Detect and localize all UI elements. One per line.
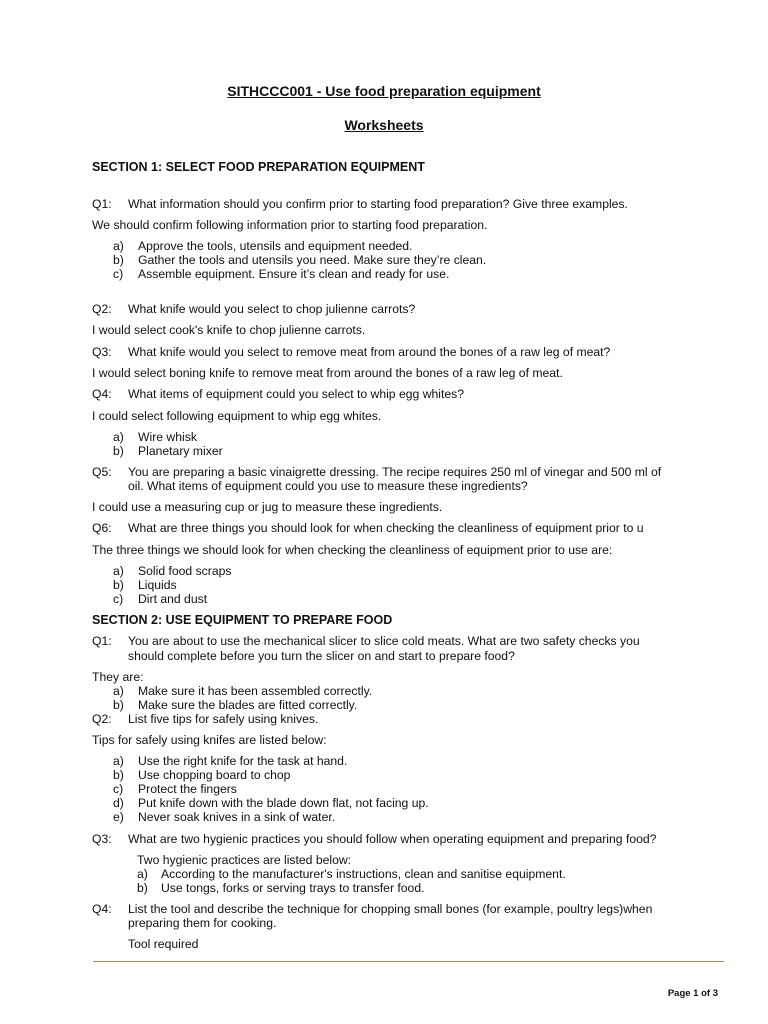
list-item: Protect the fingers: [138, 782, 237, 796]
list-marker: b): [113, 578, 124, 592]
list-item: Make sure it has been assembled correctly.: [138, 684, 373, 698]
question-text: List the tool and describe the technique for chopping small bones (for example, poultry legs)when: [128, 902, 653, 916]
list-marker: b): [113, 444, 124, 458]
question-text: oil. What items of equipment could you use to measure these ingredients?: [128, 479, 528, 493]
list-marker: c): [113, 782, 124, 796]
question-number: Q1:: [92, 634, 112, 648]
list-marker: a): [137, 867, 148, 881]
question-text: preparing them for cooking.: [128, 916, 277, 930]
list-item: Put knife down with the blade down flat, not facing up.: [138, 796, 429, 810]
question-number: Q1:: [92, 197, 112, 211]
question-text: What information should you confirm prior to starting food preparation? Give three examples.: [128, 197, 628, 211]
answer-text: The three things we should look for when checking the cleanliness of equipment prior to use are:: [92, 543, 613, 557]
question-text: should complete before you turn the slicer on and start to prepare food?: [128, 649, 515, 663]
question-number: Q4:: [92, 902, 112, 916]
answer-text: I could select following equipment to whip egg whites.: [92, 409, 382, 423]
question-text: What knife would you select to remove meat from around the bones of a raw leg of meat?: [128, 345, 611, 359]
answer-text: I would select cook's knife to chop julienne carrots.: [92, 323, 366, 337]
list-item: Wire whisk: [138, 430, 197, 444]
list-item: Never soak knives in a sink of water.: [138, 810, 336, 824]
list-marker: b): [113, 698, 124, 712]
list-item: Gather the tools and utensils you need. Make sure they’re clean.: [138, 253, 487, 267]
list-marker: c): [113, 267, 124, 281]
list-item: Use tongs, forks or serving trays to transfer food.: [161, 881, 425, 895]
list-item: According to the manufacturer's instructions, clean and sanitise equipment.: [161, 867, 566, 881]
list-marker: e): [113, 810, 124, 824]
question-text: You are about to use the mechanical slicer to slice cold meats. What are two safety checks you: [128, 634, 640, 648]
list-marker: b): [113, 768, 124, 782]
list-marker: b): [137, 881, 148, 895]
list-marker: c): [113, 592, 124, 606]
list-marker: a): [113, 754, 124, 768]
list-item: Planetary mixer: [138, 444, 223, 458]
answer-text: Two hygienic practices are listed below:: [137, 853, 352, 867]
answer-text: I could use a measuring cup or jug to measure these ingredients.: [92, 500, 443, 514]
question-text: What items of equipment could you select to whip egg whites?: [128, 387, 465, 401]
list-marker: d): [113, 796, 124, 810]
question-number: Q2:: [92, 302, 112, 316]
question-text: List five tips for safely using knives.: [128, 712, 319, 726]
list-item: Use chopping board to chop: [138, 768, 291, 782]
list-item: Solid food scraps: [138, 564, 232, 578]
question-number: Q3:: [92, 345, 112, 359]
question-text: What are two hygienic practices you should follow when operating equipment and preparing food?: [128, 832, 657, 846]
page-number: Page 1 of 3: [667, 988, 718, 999]
answer-text: Tool required: [128, 937, 199, 951]
footer-divider: [93, 961, 724, 962]
question-text: You are preparing a basic vinaigrette dressing. The recipe requires 250 ml of vinegar and 500 ml of: [128, 465, 662, 479]
list-item: Dirt and dust: [138, 592, 208, 606]
list-marker: a): [113, 684, 124, 698]
question-number: Q5:: [92, 465, 112, 479]
question-text: What are three things you should look for when checking the cleanliness of equipment prior to u: [128, 521, 644, 535]
answer-text: Tips for safely using knifes are listed below:: [92, 733, 327, 747]
question-number: Q3:: [92, 832, 112, 846]
list-item: Make sure the blades are fitted correctly.: [138, 698, 358, 712]
list-marker: a): [113, 564, 124, 578]
question-number: Q6:: [92, 521, 112, 535]
list-marker: a): [113, 430, 124, 444]
list-marker: a): [113, 239, 124, 253]
list-item: Assemble equipment. Ensure it’s clean and ready for use.: [138, 267, 450, 281]
page-title: SITHCCC001 - Use food preparation equipment: [227, 83, 541, 99]
section-2-heading: SECTION 2: USE EQUIPMENT TO PREPARE FOOD: [92, 613, 393, 627]
page-subtitle: Worksheets: [344, 117, 424, 133]
list-item: Liquids: [138, 578, 177, 592]
list-marker: b): [113, 253, 124, 267]
section-1-heading: SECTION 1: SELECT FOOD PREPARATION EQUIPMENT: [92, 160, 425, 174]
answer-text: We should confirm following information prior to starting food preparation.: [92, 218, 488, 232]
question-number: Q4:: [92, 387, 112, 401]
answer-text: I would select boning knife to remove meat from around the bones of a raw leg of meat.: [92, 366, 563, 380]
question-text: What knife would you select to chop julienne carrots?: [128, 302, 416, 316]
list-item: Use the right knife for the task at hand.: [138, 754, 348, 768]
question-number: Q2:: [92, 712, 112, 726]
answer-text: They are:: [92, 670, 144, 684]
list-item: Approve the tools, utensils and equipment needed.: [138, 239, 413, 253]
